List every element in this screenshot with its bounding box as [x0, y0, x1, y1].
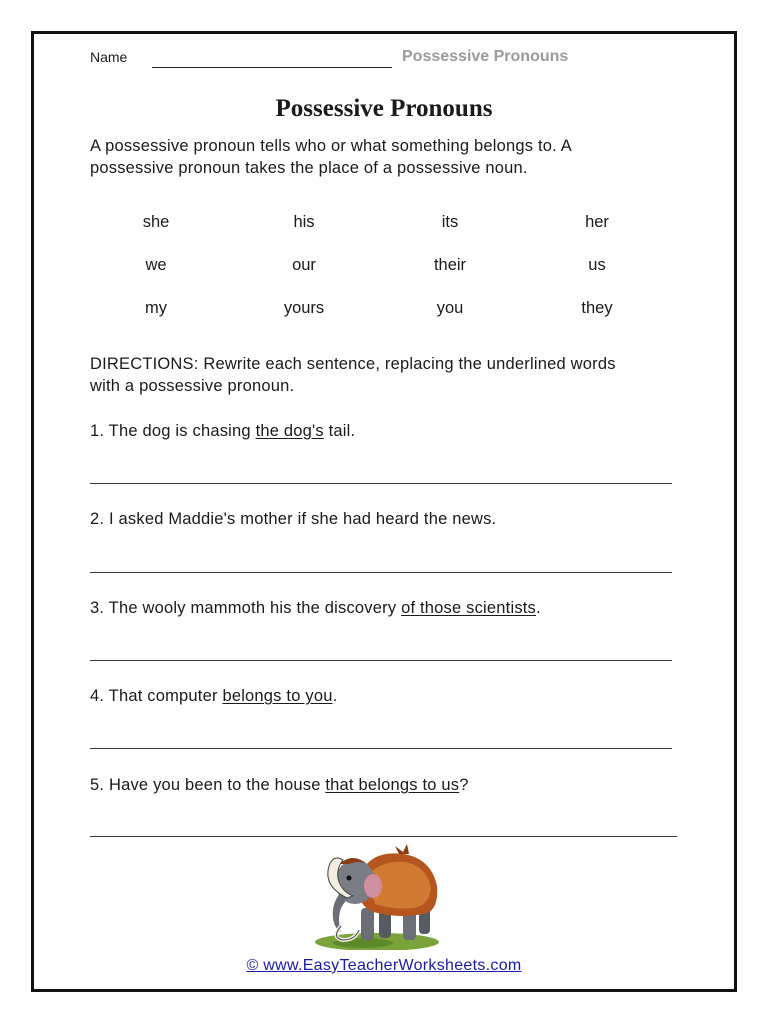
woolly-mammoth-icon [303, 842, 451, 950]
question-text-end: ? [459, 776, 469, 794]
word-bank-word: our [292, 256, 316, 274]
question-3 [90, 597, 541, 619]
word-bank-word: she [142, 213, 170, 231]
directions-line-1: DIRECTIONS: Rewrite each sentence, replacing the underlined words [90, 355, 616, 373]
question-1 [90, 420, 355, 442]
footer-website-link[interactable]: © www.EasyTeacherWorksheets.com [246, 957, 522, 974]
word-bank-word: us [588, 256, 606, 274]
word-bank-word: yours [283, 299, 325, 317]
directions-line-2: with a possessive pronoun. [90, 377, 295, 395]
word-bank-word: its [441, 213, 459, 231]
intro-text [90, 135, 572, 179]
word-bank-word: his [293, 213, 315, 231]
question-2 [90, 508, 496, 530]
question-text-end: tail. [323, 422, 356, 440]
answer-line-5[interactable] [90, 836, 677, 837]
answer-line-3[interactable] [90, 660, 672, 661]
question-text: I asked Maddie's mother if she had heard the news. [108, 510, 497, 528]
question-4 [90, 685, 337, 707]
question-text-end: . [332, 687, 338, 705]
word-bank-word: her [585, 213, 609, 231]
question-text: The dog is chasing [108, 422, 256, 440]
answer-line-2[interactable] [90, 572, 672, 573]
question-text-end: . [536, 599, 541, 617]
word-bank-word: my [145, 299, 167, 317]
word-bank-word: you [436, 299, 464, 317]
header-worksheet-title: Possessive Pronouns [402, 48, 569, 65]
answer-line-1[interactable] [90, 483, 672, 484]
name-label: Name [90, 49, 128, 65]
question-number: 2. [90, 510, 105, 528]
question-number: 1. [90, 422, 105, 440]
answer-line-4[interactable] [90, 748, 672, 749]
question-5 [90, 774, 469, 796]
underlined-words: that belongs to us [325, 776, 460, 794]
underlined-words: the dog's [255, 422, 324, 440]
question-number: 5. [90, 776, 105, 794]
word-bank-word: we [145, 256, 167, 274]
intro-line-1: A possessive pronoun tells who or what something belongs to. A [90, 137, 573, 155]
underlined-words: of those scientists [401, 599, 537, 617]
question-number: 3. [90, 599, 105, 617]
page-title: Possessive Pronouns [275, 95, 493, 122]
word-bank-word: they [581, 299, 613, 317]
directions [90, 353, 616, 397]
question-text: The wooly mammoth his the discovery [108, 599, 402, 617]
question-text: Have you been to the house [108, 776, 326, 794]
word-bank-word: their [433, 256, 467, 274]
name-line [152, 67, 392, 68]
question-number: 4. [90, 687, 105, 705]
underlined-words: belongs to you [222, 687, 333, 705]
intro-line-2: possessive pronoun takes the place of a possessive noun. [90, 159, 528, 177]
question-text: That computer [108, 687, 223, 705]
